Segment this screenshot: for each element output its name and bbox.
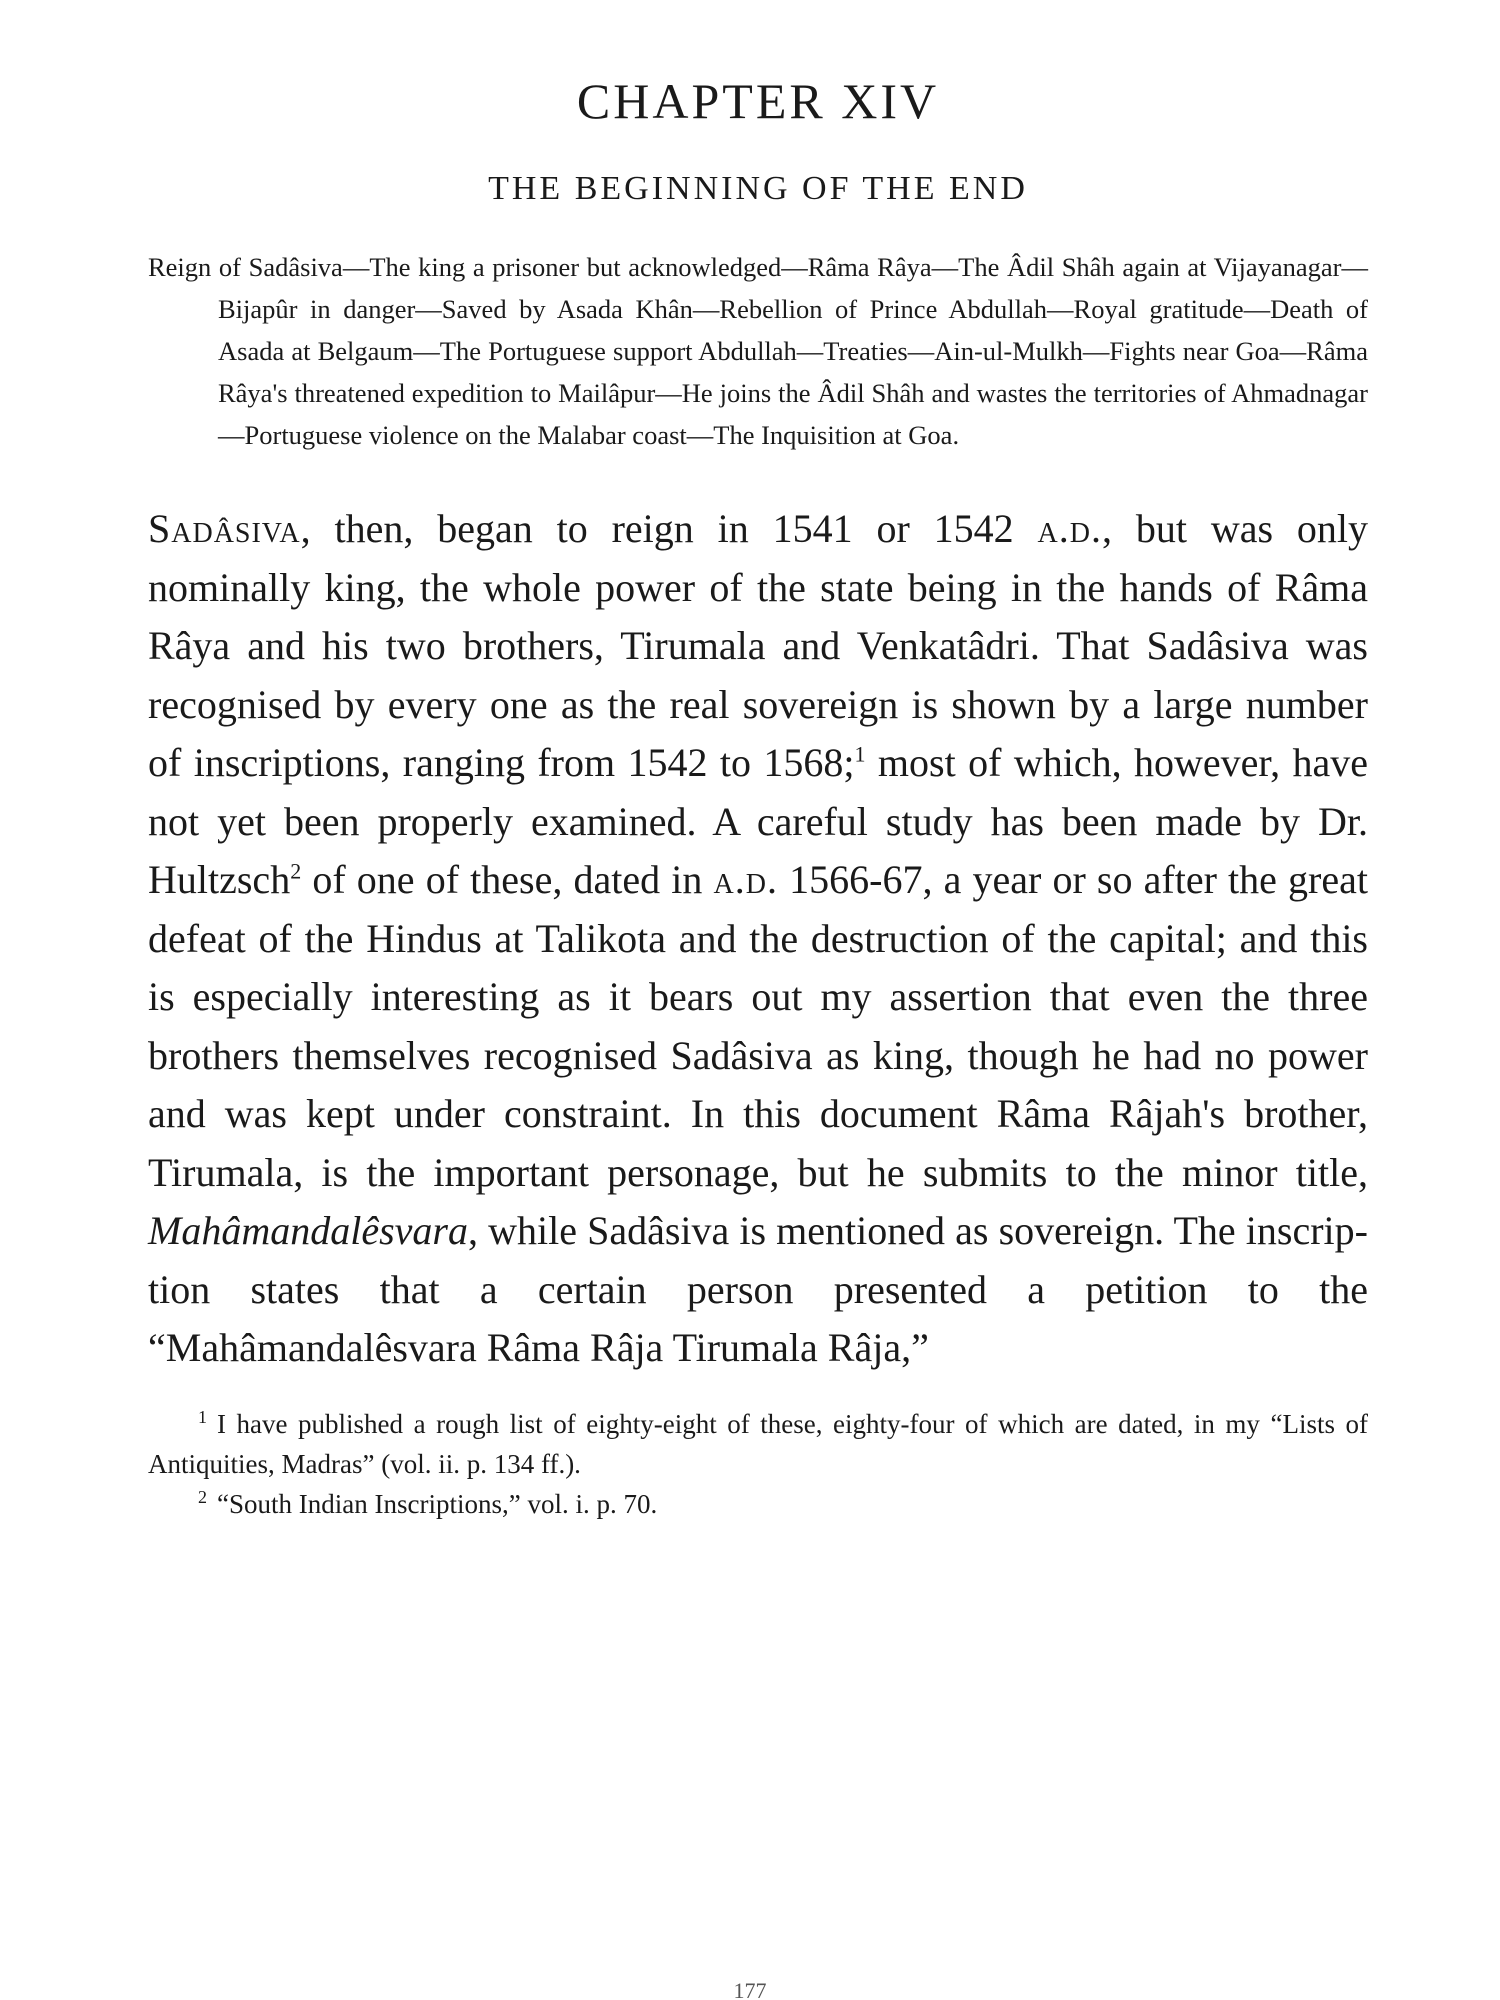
italic-title: Mahâmandalêsvara [148, 1208, 468, 1253]
footnote-mark: 1 [198, 1406, 207, 1427]
footnote [148, 1484, 1368, 1524]
chapter-title: CHAPTER XIV [576, 73, 940, 129]
body-text-part: of one of these, dated in [301, 857, 714, 902]
body-paragraph [148, 500, 1368, 1378]
footnote-text: “South Indian Inscriptions,” vol. i. p. 70. [217, 1488, 658, 1519]
chapter-subtitle: THE BEGINNING OF THE END [488, 170, 1028, 207]
era-abbreviation: a.d. [713, 857, 778, 902]
lead-word: Sadâsiva [148, 506, 301, 551]
footnote-reference: 1 [854, 741, 866, 767]
footnote [148, 1404, 1368, 1484]
book-page [148, 60, 1368, 1524]
footnote-reference: 2 [290, 858, 302, 884]
body-text-part: 1566-67, a year or so after the great defeat of the Hindus at Talikota and the destruction of the capital; and this is especially interesting as it bears out my assertion that even the three brothers themselves recognised Sadâsiva as king, though he had no power and was kept under constraint. In this document Râma Râjah's brother, Tirumala, is the important personage, but he submits to the minor title, [148, 857, 1369, 1195]
body-text-part: , while Sadâsiva is mentioned as sovereign. The inscription states that a certain person presented a petition to the “Mahâmandalêsvara Râma Râja Tirumala Râja,” [148, 1208, 1368, 1370]
page-number: 177 [733, 1978, 767, 2000]
body-text-part: , then, began to reign in 1541 or 1542 [300, 506, 1038, 551]
body-text-part: , but was only nominally king, the whole power of the state being in the hands of Râma Râya and his two brothers, Tirumala and Venkatâdri. That Sadâsiva was recognised by every one as the real sovereign is shown by a large number of inscriptions, ranging from 1542 to 1568; [148, 506, 1369, 785]
footnotes [148, 1404, 1368, 1524]
chapter-synopsis: Reign of Sadâsiva—The king a prisoner but acknowledged—Râma Râya—The Âdil Shâh again at Vijayanagar—Bijapûr in danger—Saved by Asada Khân—Rebellion of Prince Abdullah—Royal gratitude—Death of Asada at Belgaum—The Portuguese support Abdullah—Treaties—Ain-ul-Mulkh—Fights near Goa—Râma Râya's threatened expedition to Mailâpur—He joins the Âdil Shâh and wastes the territories of Ahmadnagar—Portuguese violence on the Malabar coast—The Inquisition at Goa. [148, 252, 1368, 450]
footnote-text: I have published a rough list of eighty-eight of these, eighty-four of which are dated, in my “Lists of Antiquities, Madras” (vol. ii. p. 134 ff.). [148, 1408, 1368, 1479]
footnote-mark: 2 [198, 1486, 207, 1507]
body-text-part: most of which, however, have not yet been properly examined. A careful study has been made by Dr. Hultzsch [148, 740, 1368, 902]
era-abbreviation: a.d. [1037, 506, 1102, 551]
